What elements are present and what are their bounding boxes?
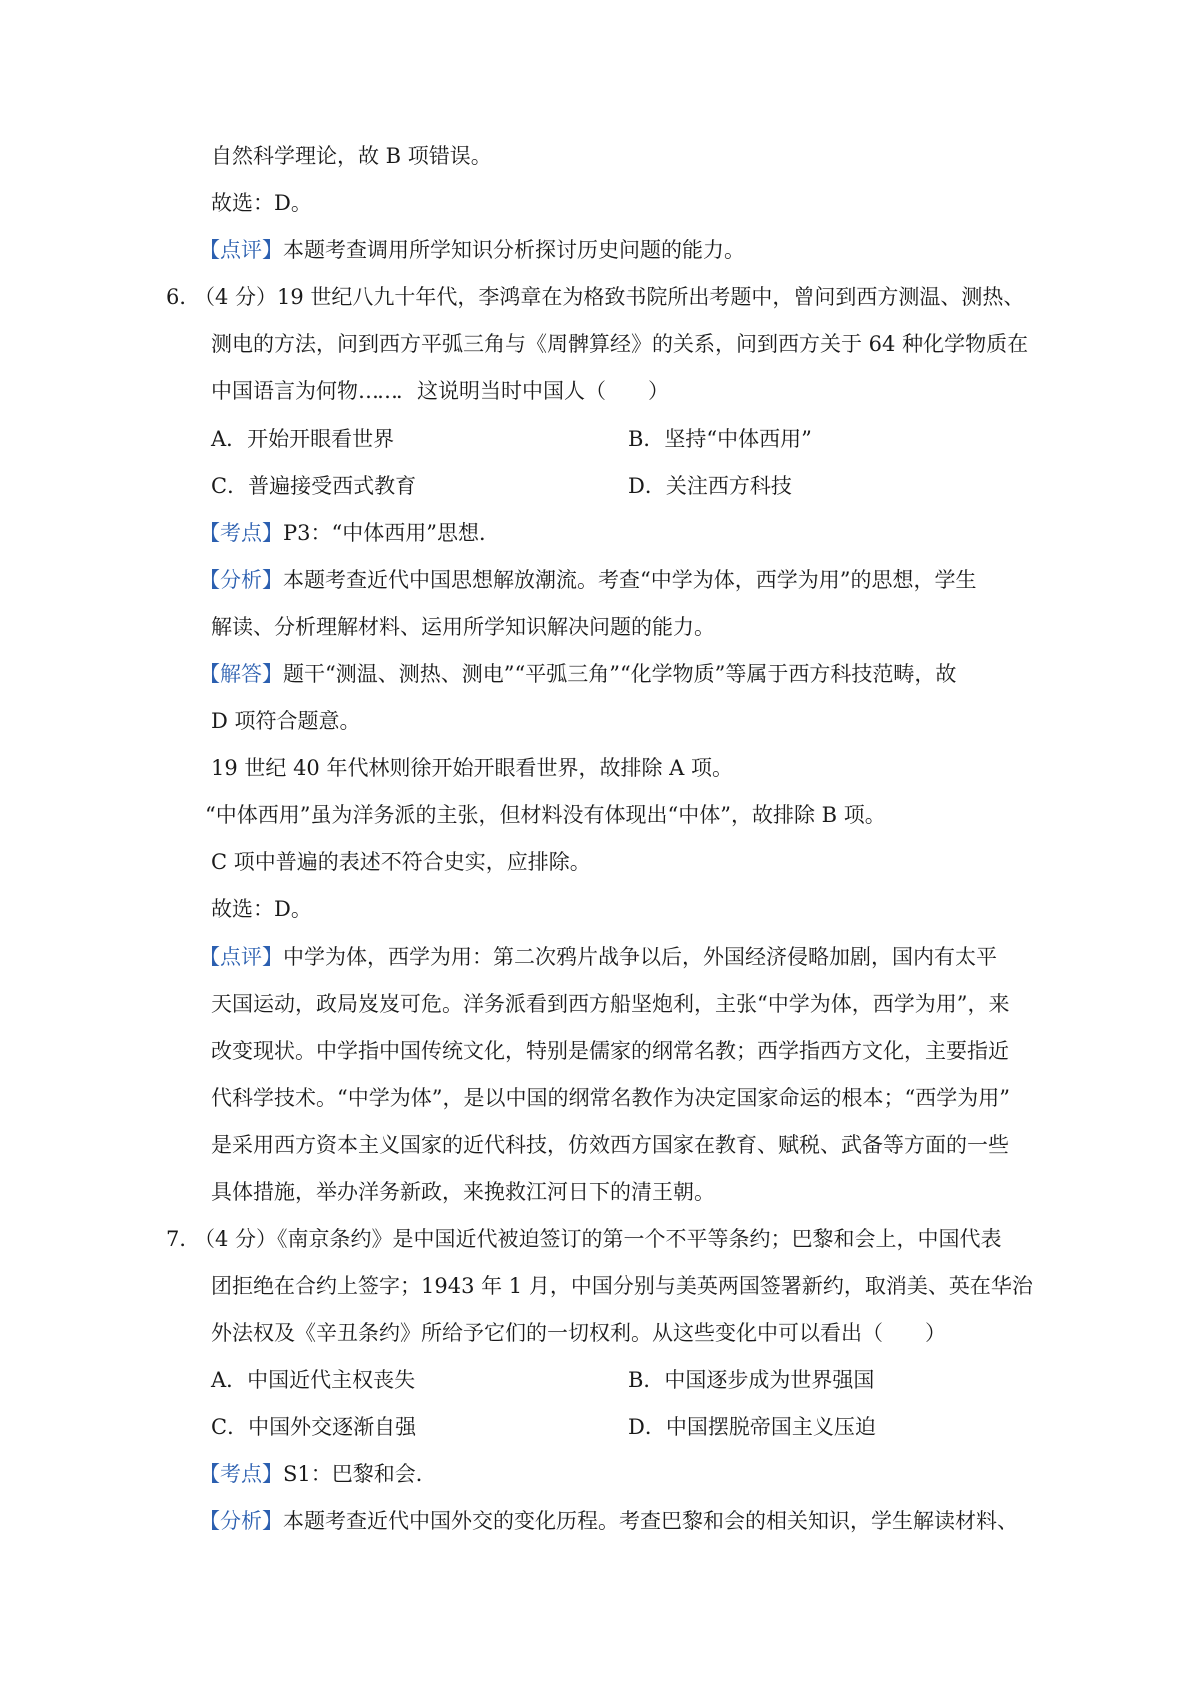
question-text: 中国语言为何物……．这说明当时中国人（ ）: [211, 379, 669, 403]
comment-line: [199, 237, 745, 263]
option-b: B．中国逐步成为世界强国: [628, 1368, 875, 1392]
question-number: 6．: [166, 285, 201, 309]
question-text: 团拒绝在合约上签字；1943 年 1 月，中国分别与美英两国签署新约，取消美、英在华治: [211, 1274, 1033, 1298]
kaodian-line: 【考点】S1：巴黎和会．: [199, 1462, 437, 1486]
comment-line: 是采用西方资本主义国家的近代科技，仿效西方国家在教育、赋税、武备等方面的一些: [211, 1133, 1009, 1157]
text-line: 故选：D。: [211, 191, 312, 215]
comment-line: 改变现状。中学指中国传统文化，特别是儒家的纲常名教；西学指西方文化，主要指近: [211, 1039, 1009, 1063]
comment-text: 本题考查调用所学知识分析探讨历史问题的能力。: [283, 238, 745, 262]
answer-line: 19 世纪 40 年代林则徐开始开眼看世界，故排除 A 项。: [211, 756, 733, 780]
comment-tag: 【点评】: [199, 238, 283, 262]
kaodian-tag: 【考点】: [199, 521, 283, 545]
answer-line: D 项符合题意。: [211, 709, 361, 733]
option-b: B．坚持“中体西用”: [628, 427, 812, 451]
answer-tag: 【解答】: [199, 662, 283, 686]
analysis-line: 【分析】本题考查近代中国外交的变化历程。考查巴黎和会的相关知识，学生解读材料、: [199, 1509, 1018, 1533]
option-d: D．关注西方科技: [628, 474, 792, 498]
answer-line: 【解答】题干“测温、测热、测电”“平弧三角”“化学物质”等属于西方科技范畴，故: [199, 662, 957, 686]
kaodian-tag: 【考点】: [199, 1462, 283, 1486]
analysis-tag: 【分析】: [199, 1509, 283, 1533]
analysis-line: 【分析】本题考查近代中国思想解放潮流。考查“中学为体，西学为用”的思想，学生: [199, 568, 977, 592]
comment-line: 天国运动，政局岌岌可危。洋务派看到西方船坚炮利，主张“中学为体，西学为用”，来: [211, 992, 1010, 1016]
kaodian-line: 【考点】P3：“中体西用”思想．: [199, 521, 500, 545]
comment-line: 【点评】中学为体，西学为用：第二次鸦片战争以后，外国经济侵略加剧，国内有太平: [199, 945, 997, 969]
option-c: C．中国外交逐渐自强: [211, 1415, 417, 1439]
answer-line: “中体西用”虽为洋务派的主张，但材料没有体现出“中体”，故排除 B 项。: [205, 803, 886, 827]
answer-line: C 项中普遍的表述不符合史实，应排除。: [211, 850, 591, 874]
answer-line: 故选：D。: [211, 897, 312, 921]
question-text: （4 分）19 世纪八九十年代，李鸿章在为格致书院所出考题中，曾问到西方测温、测热、: [194, 285, 1025, 309]
question-number: 7．: [166, 1227, 201, 1251]
comment-tag: 【点评】: [199, 945, 283, 969]
text-line: 自然科学理论，故 B 项错误。: [211, 144, 492, 168]
question-text: （4 分）《南京条约》是中国近代被迫签订的第一个不平等条约；巴黎和会上，中国代表: [194, 1227, 1002, 1251]
option-a: A．中国近代主权丧失: [211, 1368, 416, 1392]
option-d: D．中国摆脱帝国主义压迫: [628, 1415, 876, 1439]
question-text: 测电的方法，问到西方平弧三角与《周髀算经》的关系，问到西方关于 64 种化学物质在: [211, 332, 1029, 356]
option-a: A．开始开眼看世界: [211, 427, 395, 451]
option-c: C．普遍接受西式教育: [211, 474, 417, 498]
question-text: 外法权及《辛丑条约》所给予它们的一切权利。从这些变化中可以看出（ ）: [211, 1321, 946, 1345]
comment-line: 代科学技术。“中学为体”，是以中国的纲常名教作为决定国家命运的根本；“西学为用”: [211, 1086, 1010, 1110]
analysis-tag: 【分析】: [199, 568, 283, 592]
analysis-line: 解读、分析理解材料、运用所学知识解决问题的能力。: [211, 615, 715, 639]
comment-line: 具体措施，举办洋务新政，来挽救江河日下的清王朝。: [211, 1180, 715, 1204]
